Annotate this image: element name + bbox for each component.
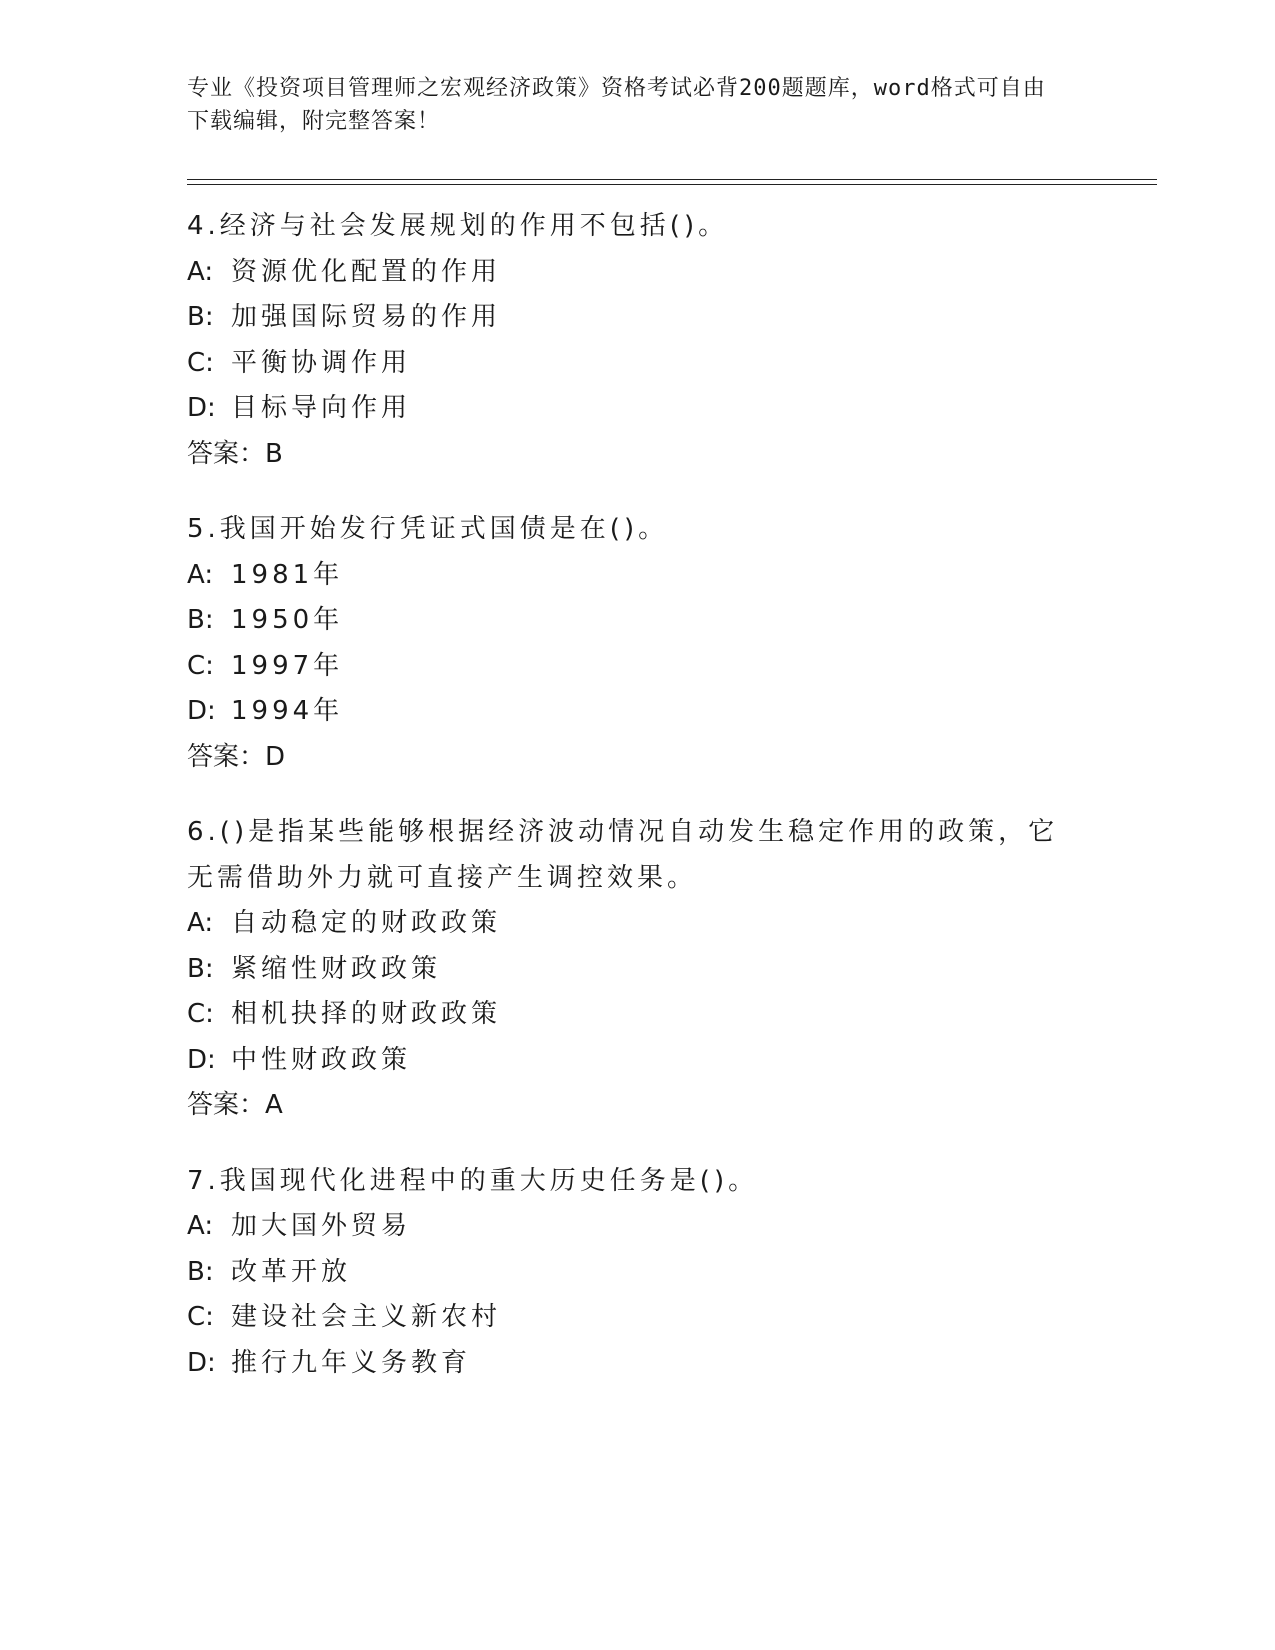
option-a	[187, 901, 1087, 947]
question-stem: 7.我国现代化进程中的重大历史任务是()。	[187, 1165, 759, 1196]
option-key: D:	[187, 393, 216, 423]
option-c	[187, 1295, 1087, 1341]
option-b	[187, 947, 1087, 993]
option-key: D:	[187, 1044, 216, 1075]
option-key: A:	[187, 559, 214, 590]
option-d	[187, 1341, 1087, 1387]
option-key: C:	[187, 650, 214, 681]
option-key: B:	[187, 1256, 214, 1287]
option-key: A:	[187, 1211, 214, 1241]
question-stem: 6.()是指某些能够根据经济波动情况自动发生稳定作用的政策，它无需借助外力就可直接产生调控效果。	[187, 817, 1059, 893]
option-key: A:	[187, 256, 214, 287]
option-key: D:	[187, 696, 216, 726]
question-item	[187, 204, 1087, 477]
option-text: 加强国际贸易的作用	[231, 302, 502, 332]
option-text: 推行九年义务教育	[231, 1347, 472, 1378]
option-key: B:	[187, 605, 214, 635]
question-stem: 4.经济与社会发展规划的作用不包括()。	[187, 211, 729, 241]
option-text: 1997年	[231, 650, 344, 681]
option-b	[187, 1250, 1087, 1296]
option-text: 平衡协调作用	[231, 347, 412, 378]
option-a	[187, 1204, 1087, 1250]
option-d	[187, 1038, 1087, 1084]
option-a	[187, 553, 1087, 599]
question-item	[187, 810, 1087, 1129]
option-key: A:	[187, 908, 214, 938]
option-a	[187, 250, 1087, 296]
option-text: 1981年	[231, 559, 344, 590]
question-item	[187, 1159, 1087, 1387]
answer-line: 答案：D	[187, 741, 286, 772]
option-text: 资源优化配置的作用	[231, 256, 502, 287]
option-key: B:	[187, 953, 214, 984]
option-d	[187, 386, 1087, 432]
option-key: D:	[187, 1347, 216, 1378]
option-b	[187, 598, 1087, 644]
question-item	[187, 507, 1087, 780]
option-c	[187, 992, 1087, 1038]
option-text: 紧缩性财政政策	[231, 953, 442, 984]
header-rule-top	[187, 179, 1157, 180]
question-stem: 5.我国开始发行凭证式国债是在()。	[187, 514, 669, 544]
option-text: 目标导向作用	[231, 393, 412, 423]
option-key: C:	[187, 347, 214, 378]
option-c	[187, 341, 1087, 387]
option-key: B:	[187, 302, 214, 332]
answer-line: 答案：B	[187, 438, 283, 469]
option-text: 改革开放	[231, 1256, 352, 1287]
option-b	[187, 295, 1087, 341]
option-d	[187, 689, 1087, 735]
document-header: 专业《投资项目管理师之宏观经济政策》资格考试必背200题题库，word格式可自由下载编辑，附完整答案！	[187, 76, 1046, 134]
option-text: 1950年	[231, 605, 344, 635]
question-list	[187, 204, 1087, 1416]
header-rule-bottom	[187, 184, 1157, 185]
option-text: 中性财政政策	[231, 1044, 412, 1075]
option-key: C:	[187, 1302, 214, 1332]
answer-line: 答案：A	[187, 1090, 283, 1120]
option-text: 加大国外贸易	[231, 1211, 412, 1241]
option-text: 自动稳定的财政政策	[231, 908, 502, 938]
option-text: 1994年	[231, 696, 344, 726]
option-text: 相机抉择的财政政策	[231, 999, 502, 1029]
option-text: 建设社会主义新农村	[231, 1302, 502, 1332]
option-c	[187, 644, 1087, 690]
option-key: C:	[187, 999, 214, 1029]
